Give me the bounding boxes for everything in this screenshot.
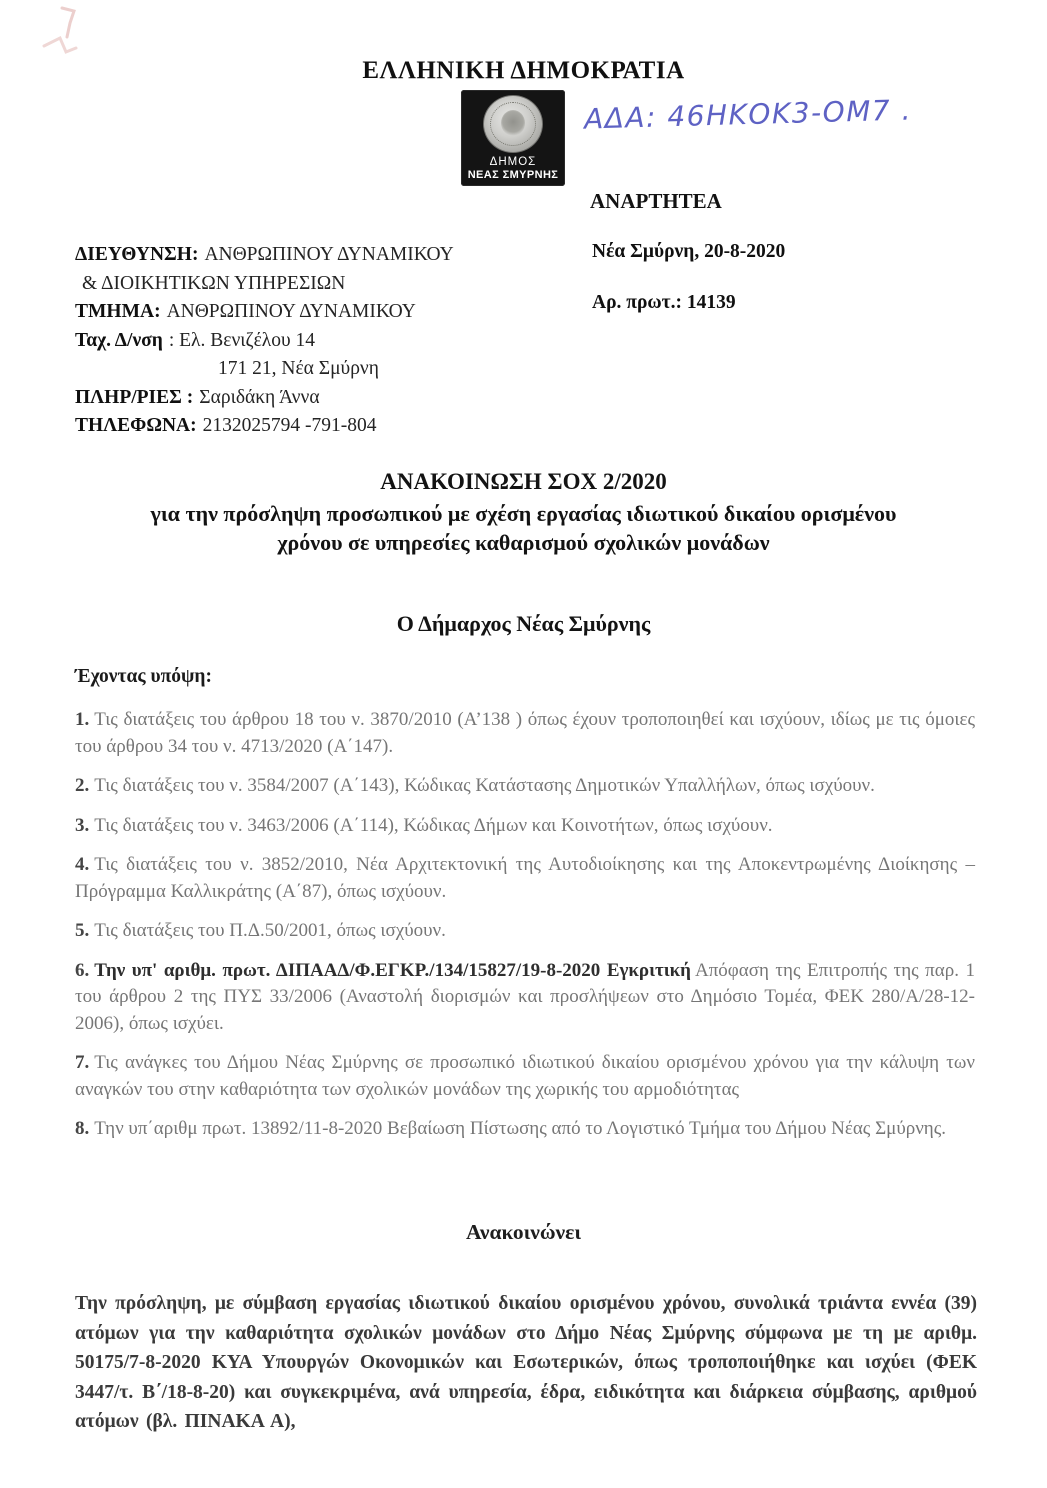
having-regard-heading: Έχοντας υπόψη:: [75, 666, 212, 687]
list-item-number: 7.: [75, 1052, 90, 1073]
contact-line-value: ΑΝΘΡΩΠΙΝΟΥ ΔΥΝΑΜΙΚΟΥ: [166, 301, 416, 322]
list-item: [75, 852, 975, 905]
contact-line: [75, 327, 454, 356]
list-item: [75, 958, 975, 1038]
list-item-text: Τις διατάξεις του ν. 3852/2010, Νέα Αρχιτεκτονική της Αυτοδιοίκησης και της Αποκεντρωμένης Διοίκησης – Πρόγραμμα Καλλικράτης (Α΄87), όπως ισχύουν.: [75, 854, 975, 902]
logo-line1: ΔΗΜΟΣ: [489, 156, 537, 168]
contact-line: [75, 384, 454, 413]
considerations-list: [75, 707, 975, 1156]
list-item-text: Απόφαση της Επιτροπής της παρ. 1 του άρθρου 2 της ΠΥΣ 33/2006 (Αναστολή διορισμών και προσλήψεων στο Δημόσιο Τομέα, ΦΕΚ 280/Α/28-12-2006), όπως ισχύει.: [75, 959, 975, 1034]
contact-line-value: 2132025794 -791-804: [202, 415, 377, 436]
list-item: [75, 1050, 975, 1103]
list-item-number: 5.: [75, 920, 90, 941]
list-item-number: 1.: [75, 709, 90, 730]
list-item-text: Τις διατάξεις του άρθρου 18 του ν. 3870/2010 (Α’138 ) όπως έχουν τροποποιηθεί και ισχύουν, ιδίως με τις όμοιες του άρθρου 34 του ν. 4713/2020 (Α΄147).: [75, 709, 975, 757]
contact-line-value: & ΔΙΟΙΚΗΤΙΚΩΝ ΥΠΗΡΕΣΙΩΝ: [82, 272, 346, 294]
announcement-subtitle-line2: χρόνου σε υπηρεσίες καθαρισμού σχολικών μονάδων: [277, 530, 770, 555]
contact-line-value: 171 21, Νέα Σμύρνη: [218, 358, 379, 379]
list-item-number: 8.: [75, 1118, 90, 1139]
contact-line: [75, 412, 454, 441]
contact-line: [75, 355, 454, 384]
contact-line-value: Σαριδάκη Άννα: [199, 386, 320, 408]
announcement-subtitle-line1: για την πρόσληψη προσωπικού με σχέση εργασίας ιδιωτικού δικαίου ορισμένου: [150, 501, 897, 526]
contact-line-label: Ταχ. Δ/νση: [75, 329, 163, 351]
contact-line: [75, 298, 454, 327]
date-protocol-block: [592, 241, 785, 314]
list-item: [75, 707, 975, 760]
list-item-text: Την υπ΄αριθμ πρωτ. 13892/11-8-2020 Βεβαίωση Πίστωσης από το Λογιστικό Τμήμα του Δήμου Νέας Σμύρνης.: [94, 1118, 947, 1139]
contact-line-label: ΤΜΗΜΑ:: [75, 301, 161, 322]
list-item-bold-lead: Την υπ' αριθμ. πρωτ. ΔΙΠΑΑΔ/Φ.ΕΓΚΡ./134/15827/19-8-2020 Εγκριτική: [94, 959, 691, 981]
municipality-logo: [461, 90, 565, 186]
contact-line-label: ΔΙΕΥΘΥΝΣΗ:: [75, 244, 199, 265]
contact-line: [75, 241, 454, 270]
closing-paragraph: Την πρόσληψη, με σύμβαση εργασίας ιδιωτικού δικαίου ορισμένου χρόνου, συνολικά τριάντα εννέα (39) ατόμων για την καθαριότητα σχολικών μονάδων στο Δήμο Νέας Σμύρνης σύμφωνα με τη με αριθμ. 50175/7-8-2020 ΚΥΑ Υπουργών Οκονομικών και Εσωτερικών, όπως τροποποιήθηκε και ισχύει (ΦΕΚ 3447/τ. Β΄/18-8-20) και συγκεκριμένα, ανά υπηρεσία, έδρα, ειδικότητα και διάρκεια σύμβασης, αριθμού ατόμων (βλ. ΠΙΝΑΚΑ Α),: [75, 1293, 977, 1432]
list-item-number: 6.: [75, 959, 90, 981]
contact-line-label: ΠΛΗΡ/ΡΙΕΣ :: [75, 386, 194, 408]
list-item-number: 4.: [75, 854, 90, 875]
municipal-seal-icon: [483, 95, 543, 153]
protocol-number-line: Αρ. πρωτ.: 14139: [592, 292, 736, 313]
announcement-title-block: [0, 469, 1047, 557]
announces-heading: Ανακοινώνει: [465, 1220, 582, 1244]
city-date-line: Νέα Σμύρνη, 20-8-2020: [592, 241, 786, 262]
list-item-number: 2.: [75, 775, 90, 796]
list-item-number: 3.: [75, 814, 90, 836]
list-item-text: Τις διατάξεις του Π.Δ.50/2001, όπως ισχύουν.: [94, 920, 446, 941]
contact-block: [75, 241, 454, 441]
list-item: [75, 813, 975, 840]
contact-line: [75, 270, 454, 299]
contact-line-label: ΤΗΛΕΦΩΝΑ:: [75, 415, 197, 436]
logo-line2: ΝΕΑΣ ΣΜΥΡΝΗΣ: [467, 169, 559, 182]
list-item-text: Τις διατάξεις του ν. 3463/2006 (Α΄114), Κώδικας Δήμων και Κοινοτήτων, όπως ισχύουν.: [94, 814, 773, 836]
list-item-text: Τις ανάγκες του Δήμου Νέας Σμύρνης σε προσωπικό ιδιωτικού δικαίου ορισμένου χρόνου για την κάλυψη των αναγκών του στην καθαριότητα των σχολικών μονάδων της χωρικής του αρμοδιότητας: [75, 1052, 975, 1100]
anartitea-label: ΑΝΑΡΤΗΤΕΑ: [590, 189, 722, 213]
list-item-text: Τις διατάξεις του ν. 3584/2007 (Α΄143), Κώδικας Κατάστασης Δημοτικών Υπαλλήλων, όπως ισχύουν.: [94, 775, 875, 796]
list-item: [75, 918, 975, 945]
list-item: [75, 1116, 975, 1143]
announcement-title: ΑΝΑΚΟΙΝΩΣΗ ΣΟΧ 2/2020: [380, 469, 667, 494]
ada-handwritten-note: ΑΔΑ: 46ΗΚΟΚ3-ΟΜ7 .: [583, 93, 913, 136]
contact-line-value: ΑΝΘΡΩΠΙΝΟΥ ΔΥΝΑΜΙΚΟΥ: [204, 244, 454, 265]
mayor-heading: Ο Δήμαρχος Νέας Σμύρνης: [396, 611, 651, 636]
greek-republic-header: ΕΛΛΗΝΙΚΗ ΔΗΜΟΚΡΑΤΙΑ: [362, 57, 685, 84]
contact-line-value: : Ελ. Βενιζέλου 14: [168, 329, 316, 351]
list-item: [75, 773, 975, 800]
